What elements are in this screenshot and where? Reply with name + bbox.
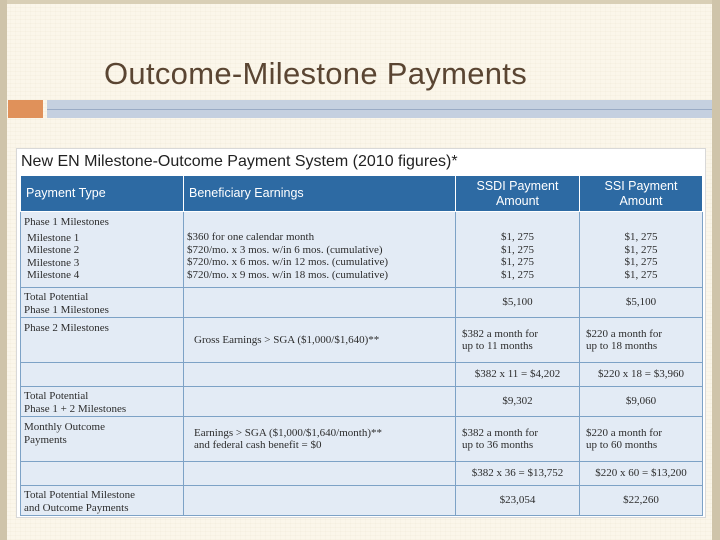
milestone-1-earnings: $360 for one calendar month (187, 231, 315, 243)
phase2-ssdi-line2: up to 11 months (462, 340, 533, 352)
phase1-milestones-row (21, 212, 703, 288)
outcome-ssdi-line1: $382 a month for (462, 426, 539, 439)
phase2-heading: Phase 2 Milestones (21, 318, 184, 363)
payment-table-image (16, 148, 706, 518)
outcome-ssi-line2: up to 60 months (586, 439, 658, 451)
phase2-calc-earnings-empty (184, 363, 456, 387)
header-beneficiary-earnings: Beneficiary Earnings (184, 176, 456, 212)
phase1-ssi-cell (580, 212, 703, 288)
milestone-1-ssdi: $1, 275 (501, 231, 534, 243)
phase1-total-label-line1: Total Potential (24, 291, 89, 303)
phase2-total-ssi: $9,060 (580, 387, 703, 417)
phase2-ssdi-line1: $382 a month for (462, 327, 539, 340)
phase2-total-label (21, 387, 184, 417)
phase1-ssdi-cell (456, 212, 580, 288)
phase1-heading: Phase 1 Milestones (24, 216, 109, 228)
table-header-row (21, 176, 703, 212)
milestone-2-label: Milestone 2 (27, 244, 80, 256)
grand-total-row (21, 486, 703, 516)
phase1-total-label (21, 288, 184, 318)
phase1-total-ssi: $5,100 (580, 288, 703, 318)
milestone-3-ssdi: $1, 275 (501, 256, 534, 268)
phase1-total-earnings-empty (184, 288, 456, 318)
slide-frame-top (0, 0, 720, 4)
phase1-total-ssdi: $5,100 (456, 288, 580, 318)
header-ssdi-amount: SSDI Payment Amount (456, 176, 580, 212)
outcome-calc-ssi: $220 x 60 = $13,200 (580, 462, 703, 486)
phase1-labels-cell (21, 212, 184, 288)
milestone-3-ssi: $1, 275 (624, 256, 658, 268)
slide-title: Outcome-Milestone Payments (104, 56, 528, 91)
outcome-ssdi-cell (456, 417, 580, 462)
phase1-total-row (21, 288, 703, 318)
phase2-ssi-line1: $220 a month for (586, 327, 663, 340)
milestone-1-ssi: $1, 275 (624, 231, 658, 243)
grand-total-earnings-empty (184, 486, 456, 516)
phase2-total-label-line1: Total Potential (24, 390, 89, 402)
phase2-ssi-line2: up to 18 months (586, 340, 658, 352)
outcome-ssi-line1: $220 a month for (586, 426, 663, 439)
outcome-label-line2: Payments (24, 433, 67, 446)
outcome-label-line1: Monthly Outcome (24, 421, 105, 433)
outcome-label (21, 417, 184, 462)
milestone-3-earnings: $720/mo. x 6 mos. w/in 12 mos. (cumulative) (187, 256, 389, 268)
phase2-calc-label-empty (21, 363, 184, 387)
outcome-calc-row (21, 462, 703, 486)
phase1-total-label-line2: Phase 1 Milestones (24, 303, 109, 316)
grand-total-label-line1: Total Potential Milestone (24, 489, 136, 501)
milestone-1-label: Milestone 1 (27, 231, 80, 244)
milestone-2-earnings: $720/mo. x 3 mos. w/in 6 mos. (cumulative) (187, 243, 383, 256)
phase2-total-label-line2: Phase 1 + 2 Milestones (24, 402, 127, 415)
grand-total-label (21, 486, 184, 516)
outcome-earnings (184, 417, 456, 462)
header-ssi-amount: SSI Payment Amount (580, 176, 703, 212)
phase2-total-ssdi: $9,302 (456, 387, 580, 417)
milestone-4-label: Milestone 4 (27, 269, 80, 281)
phase2-total-earnings-empty (184, 387, 456, 417)
phase2-earnings: Gross Earnings > SGA ($1,000/$1,640)** (184, 318, 456, 363)
milestone-2-ssi: $1, 275 (624, 243, 658, 256)
slide-frame-left (0, 0, 7, 540)
milestone-4-ssdi: $1, 275 (501, 268, 534, 281)
phase1-earnings-cell (184, 212, 456, 288)
accent-divider-line (47, 109, 712, 110)
phase2-calc-row (21, 363, 703, 387)
payment-table (20, 175, 703, 516)
milestone-3-label: Milestone 3 (27, 256, 80, 269)
milestone-4-ssi: $1, 275 (624, 268, 658, 281)
outcome-ssdi-line2: up to 36 months (462, 439, 534, 451)
milestone-4-earnings: $720/mo. x 9 mos. w/in 18 mos. (cumulative) (187, 268, 389, 281)
phase2-calc-ssi: $220 x 18 = $3,960 (580, 363, 703, 387)
outcome-earnings-line2: and federal cash benefit = $0 (194, 439, 322, 451)
header-payment-type: Payment Type (21, 176, 184, 212)
table-title: New EN Milestone-Outcome Payment System (2010 figures)* (21, 153, 458, 170)
outcome-payments-row (21, 417, 703, 462)
phase2-ssi-cell (580, 318, 703, 363)
outcome-calc-earnings-empty (184, 462, 456, 486)
accent-bar-orange (8, 100, 43, 118)
phase2-total-row (21, 387, 703, 417)
outcome-ssi-cell (580, 417, 703, 462)
outcome-calc-ssdi: $382 x 36 = $13,752 (456, 462, 580, 486)
slide-frame-right (712, 0, 720, 540)
grand-total-ssdi: $23,054 (456, 486, 580, 516)
grand-total-ssi: $22,260 (580, 486, 703, 516)
grand-total-label-line2: and Outcome Payments (24, 501, 129, 514)
phase2-milestones-row (21, 318, 703, 363)
milestone-2-ssdi: $1, 275 (501, 243, 534, 256)
outcome-earnings-line1: Earnings > SGA ($1,000/$1,640/month)** (194, 426, 383, 439)
outcome-calc-label-empty (21, 462, 184, 486)
phase2-calc-ssdi: $382 x 11 = $4,202 (456, 363, 580, 387)
phase2-ssdi-cell (456, 318, 580, 363)
